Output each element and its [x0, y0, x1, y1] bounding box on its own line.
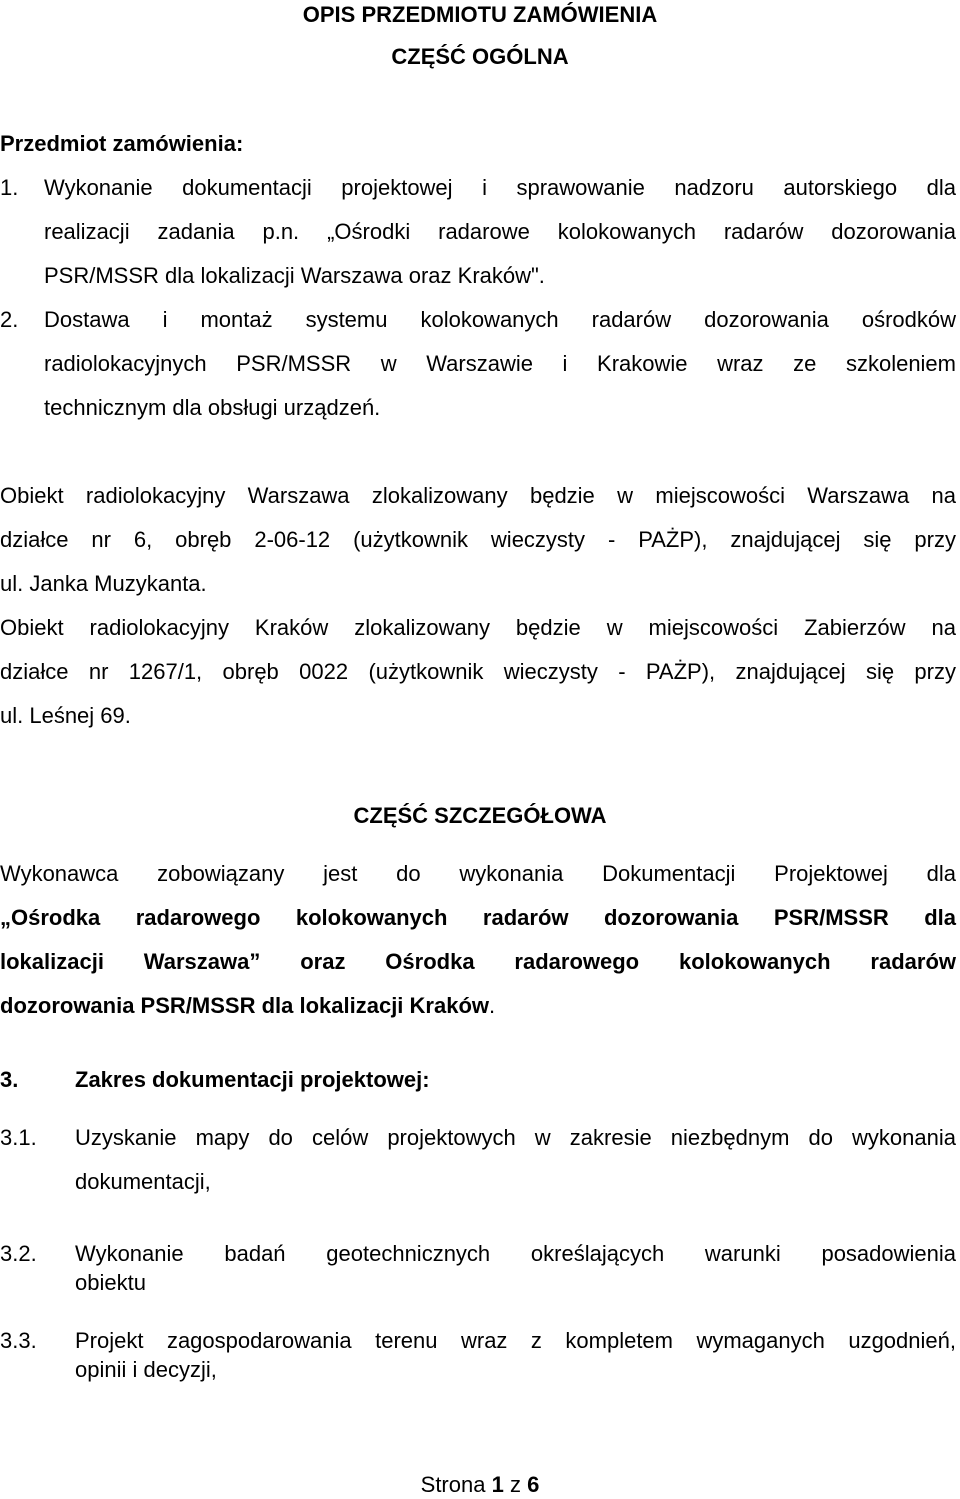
section-heading-general: CZĘŚĆ OGÓLNA: [391, 44, 569, 69]
paragraph-line: Wykonawca zobowiązany jest do wykonania Dokumentacji Projektowej dla: [0, 861, 956, 886]
page-word: Strona: [420, 1472, 486, 1497]
paragraph-line: [0, 995, 495, 1017]
bold-text: dozorowania PSR/MSSR dla lokalizacji Kraków: [0, 993, 490, 1018]
section-heading-detailed: CZĘŚĆ SZCZEGÓŁOWA: [353, 803, 607, 828]
list-number: 3.1.: [0, 1125, 37, 1150]
page-separator: z: [509, 1472, 521, 1497]
subject-label: Przedmiot zamówienia:: [0, 131, 244, 156]
list-item-text: obiektu: [75, 1270, 146, 1295]
list-item-text: realizacji zadania p.n. „Ośrodki radarowe kolokowanych radarów dozorowania: [44, 219, 956, 244]
list-number: 3.3.: [0, 1328, 37, 1353]
list-item-text: dokumentacji,: [75, 1169, 211, 1194]
list-item-text: technicznym dla obsługi urządzeń.: [44, 395, 381, 420]
page-title: OPIS PRZEDMIOTU ZAMÓWIENIA: [302, 2, 658, 27]
list-item-text: Wykonanie dokumentacji projektowej i sprawowanie nadzoru autorskiego dla: [44, 175, 956, 200]
list-item-text: PSR/MSSR dla lokalizacji Warszawa oraz Kraków".: [44, 263, 545, 288]
paragraph-line: działce nr 6, obręb 2-06-12 (użytkownik wieczysty - PAŻP), znajdującej się przy: [0, 527, 956, 552]
page-current: 1: [491, 1472, 504, 1497]
list-item-text: Projekt zagospodarowania terenu wraz z kompletem wymaganych uzgodnień,: [75, 1328, 956, 1353]
list-number: 2.: [0, 307, 19, 332]
list-item-text: radiolokacyjnych PSR/MSSR w Warszawie i Krakowie wraz ze szkoleniem: [44, 351, 956, 376]
paragraph-line-bold: „Ośrodka radarowego kolokowanych radarów dozorowania PSR/MSSR dla: [0, 905, 956, 930]
list-item-text: Wykonanie badań geotechnicznych określających warunki posadowienia: [75, 1241, 956, 1266]
section-title: Zakres dokumentacji projektowej:: [75, 1067, 430, 1092]
section-number: 3.: [0, 1067, 19, 1092]
paragraph-line: ul. Leśnej 69.: [0, 703, 131, 728]
paragraph-line-bold: lokalizacji Warszawa” oraz Ośrodka radarowego kolokowanych radarów: [0, 949, 956, 974]
page-total: 6: [527, 1472, 540, 1497]
page-footer: [0, 1474, 960, 1496]
list-number: 1.: [0, 175, 19, 200]
list-number: 3.2.: [0, 1241, 37, 1266]
list-item-text: Dostawa i montaż systemu kolokowanych radarów dozorowania ośrodków: [44, 307, 956, 332]
list-item-text: Uzyskanie mapy do celów projektowych w zakresie niezbędnym do wykonania: [75, 1125, 956, 1150]
list-item-text: opinii i decyzji,: [75, 1357, 217, 1382]
paragraph-line: Obiekt radiolokacyjny Kraków zlokalizowany będzie w miejscowości Zabierzów na: [0, 615, 956, 640]
paragraph-line: Obiekt radiolokacyjny Warszawa zlokalizowany będzie w miejscowości Warszawa na: [0, 483, 956, 508]
paragraph-line: działce nr 1267/1, obręb 0022 (użytkownik wieczysty - PAŻP), znajdującej się przy: [0, 659, 956, 684]
paragraph-line: ul. Janka Muzykanta.: [0, 571, 207, 596]
punctuation: .: [489, 993, 496, 1018]
